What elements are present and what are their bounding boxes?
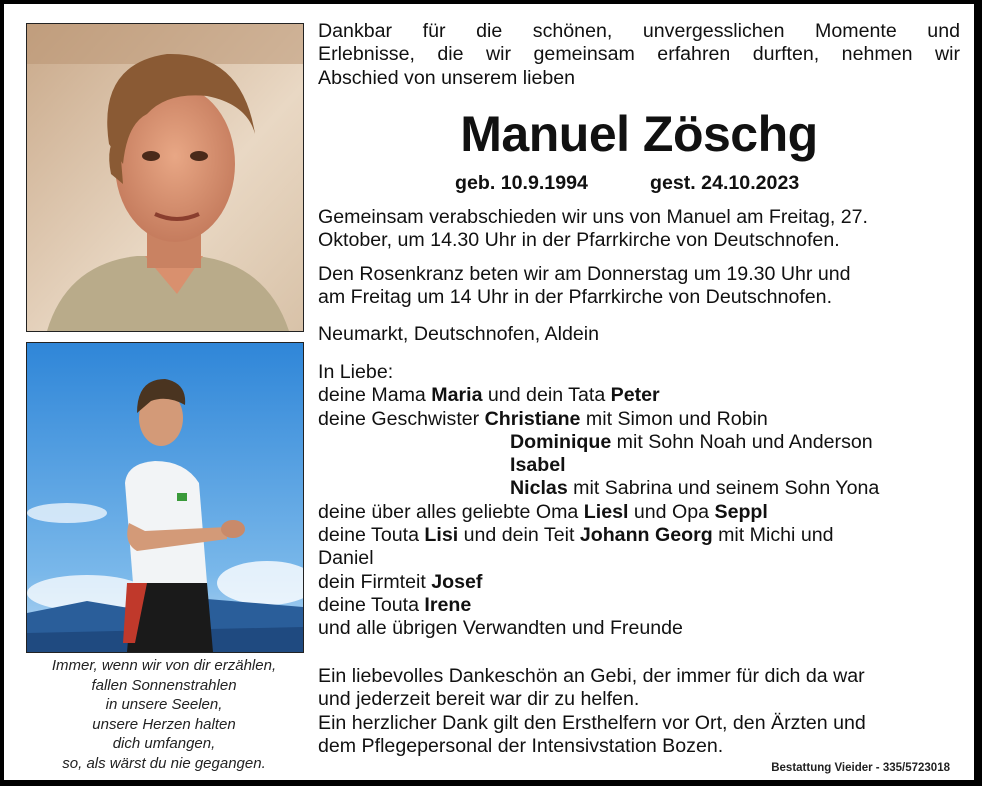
intro-line: Erlebnisse, die wir gemeinsam erfahren durften, nehmen wir bbox=[318, 43, 960, 66]
farewell-line: Oktober, um 14.30 Uhr in der Pfarrkirche von Deutschnofen. bbox=[318, 229, 840, 252]
poem bbox=[16, 656, 312, 774]
mourner-row: Dominique mit Sohn Noah und Anderson bbox=[510, 430, 873, 453]
portrait-photo bbox=[26, 23, 304, 332]
mourner-row: Daniel bbox=[318, 547, 374, 570]
farewell-text bbox=[318, 206, 960, 253]
mourner-row: Isabel bbox=[510, 454, 566, 477]
outdoor-photo bbox=[26, 342, 304, 653]
thanks-line: Ein liebevolles Dankeschön an Gebi, der immer für dich da war bbox=[318, 665, 865, 687]
farewell-line: Gemeinsam verabschieden wir uns von Manuel am Freitag, 27. bbox=[318, 206, 868, 228]
poem-line: dich umfangen, bbox=[112, 735, 216, 753]
death-date: gest. 24.10.2023 bbox=[650, 172, 800, 194]
poem-line: fallen Sonnenstrahlen bbox=[91, 676, 237, 694]
mourner-row: deine über alles geliebte Oma Liesl und Opa Seppl bbox=[318, 500, 768, 523]
funeral-home-credit: Bestattung Vieider - 335/5723018 bbox=[771, 762, 950, 774]
poem-line: unsere Herzen halten bbox=[92, 715, 236, 733]
mourner-row: deine Touta Irene bbox=[318, 593, 472, 616]
deceased-name: Manuel Zöschg bbox=[460, 106, 818, 162]
rosary-line: am Freitag um 14 Uhr in der Pfarrkirche von Deutschnofen. bbox=[318, 286, 833, 309]
mourner-row: deine Geschwister Christiane mit Simon und Robin bbox=[318, 407, 768, 430]
thanks-line: und jederzeit bereit war dir zu helfen. bbox=[318, 688, 640, 711]
poem-line: in unsere Seelen, bbox=[105, 696, 223, 714]
mourner-row: deine Mama Maria und dein Tata Peter bbox=[318, 384, 660, 407]
birth-date: geb. 10.9.1994 bbox=[455, 172, 588, 194]
mourners-heading: In Liebe: bbox=[318, 361, 394, 383]
thanks-line: dem Pflegepersonal der Intensivstation Bozen. bbox=[318, 734, 724, 757]
mourners-list bbox=[318, 361, 960, 641]
thanks-line: Ein herzlicher Dank gilt den Ersthelfern vor Ort, den Ärzten und bbox=[318, 711, 866, 734]
rosary-line: Den Rosenkranz beten wir am Donnerstag um 19.30 Uhr und bbox=[318, 263, 851, 285]
intro-line: Abschied von unserem lieben bbox=[318, 66, 576, 89]
mourner-row: dein Firmteit Josef bbox=[318, 570, 483, 593]
thanks-text bbox=[318, 665, 960, 758]
poem-line: so, als wärst du nie gegangen. bbox=[62, 754, 266, 772]
obituary-card bbox=[4, 4, 974, 780]
mourner-row: deine Touta Lisi und dein Teit Johann Georg mit Michi und bbox=[318, 524, 834, 547]
intro-text bbox=[318, 20, 960, 90]
mourner-row: und alle übrigen Verwandten und Freunde bbox=[318, 617, 683, 640]
poem-line: Immer, wenn wir von dir erzählen, bbox=[51, 657, 277, 674]
rosary-text bbox=[318, 263, 960, 310]
intro-line: Dankbar für die schönen, unvergesslichen Momente und bbox=[318, 20, 960, 42]
places: Neumarkt, Deutschnofen, Aldein bbox=[318, 323, 599, 345]
mourner-row: Niclas mit Sabrina und seinem Sohn Yona bbox=[510, 477, 880, 500]
